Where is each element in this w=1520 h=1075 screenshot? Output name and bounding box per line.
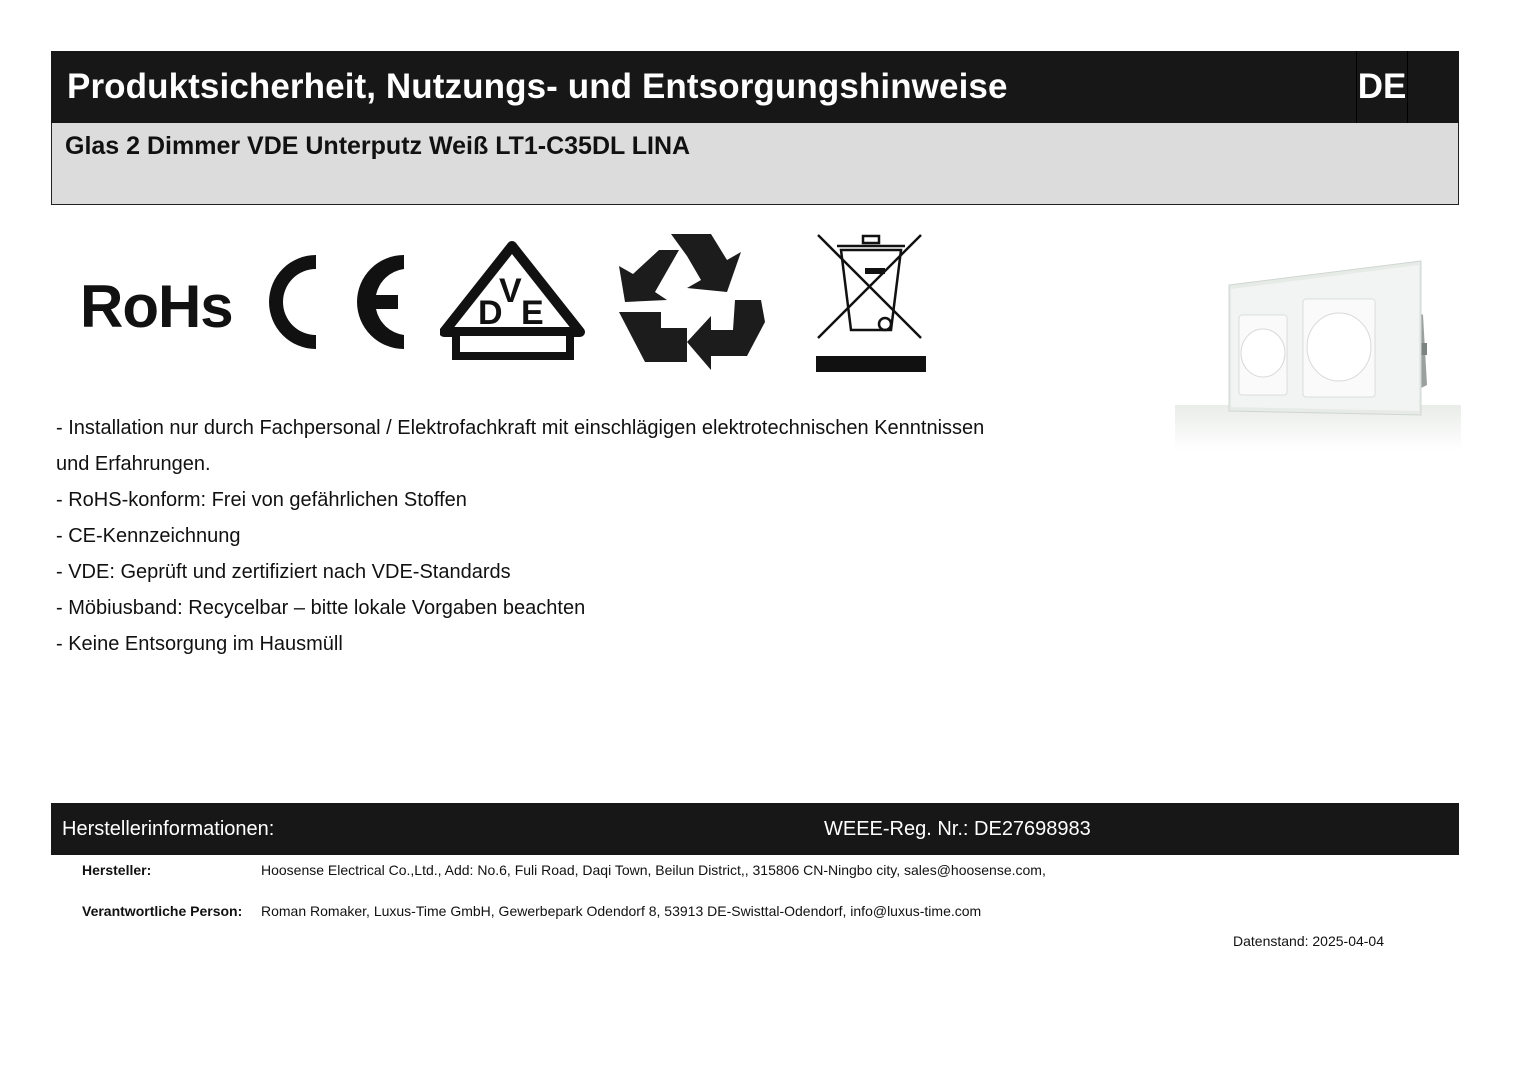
product-image [1175, 255, 1461, 451]
weee-bin-icon [815, 232, 927, 374]
responsible-value: Roman Romaker, Luxus-Time GmbH, Gewerbepark Odendorf 8, 53913 DE-Swisttal-Odendorf, info@luxus-time.com [261, 903, 982, 919]
manufacturer-label: Hersteller: [82, 862, 152, 878]
responsible-label: Verantwortliche Person: [82, 903, 243, 919]
weee-registration: WEEE-Reg. Nr.: DE27698983 [824, 818, 1091, 840]
note-line: - Keine Entsorgung im Hausmüll [56, 633, 343, 655]
header-bar [51, 51, 1459, 123]
note-line: und Erfahrungen. [56, 453, 211, 475]
note-line: - CE-Kennzeichnung [56, 525, 241, 547]
manufacturer-value: Hoosense Electrical Co.,Ltd., Add: No.6, Fuli Road, Daqi Town, Beilun District,, 315806 CN-Ningbo city, sales@hoosense.com, [261, 862, 1046, 878]
vde-letter-v: V [499, 272, 522, 310]
recycling-icon [615, 230, 767, 375]
product-bar [51, 123, 1459, 205]
manufacturer-bar [51, 803, 1459, 855]
note-line: - RoHS-konform: Frei von gefährlichen Stoffen [56, 489, 467, 511]
data-date: Datenstand: 2025-04-04 [1233, 933, 1384, 949]
note-line: - Möbiusband: Recycelbar – bitte lokale Vorgaben beachten [56, 597, 586, 619]
product-name: Glas 2 Dimmer VDE Unterputz Weiß LT1-C35DL LINA [65, 132, 691, 160]
vde-mark-icon [440, 240, 585, 362]
note-line: - Installation nur durch Fachpersonal / Elektrofachkraft mit einschlägigen elektrotechnischen Kenntnissen [56, 417, 985, 439]
note-line: - VDE: Geprüft und zertifiziert nach VDE-Standards [56, 561, 511, 583]
vde-letter-e: E [521, 294, 544, 332]
vde-letter-d: D [478, 294, 503, 332]
page-title: Produktsicherheit, Nutzungs- und Entsorgungshinweise [67, 67, 1008, 106]
language-code: DE [1356, 51, 1408, 123]
safety-notes [56, 410, 1116, 662]
ce-mark-icon [258, 250, 408, 354]
rohs-icon: RoHs [80, 273, 233, 340]
manufacturer-heading: Herstellerinformationen: [62, 818, 275, 840]
